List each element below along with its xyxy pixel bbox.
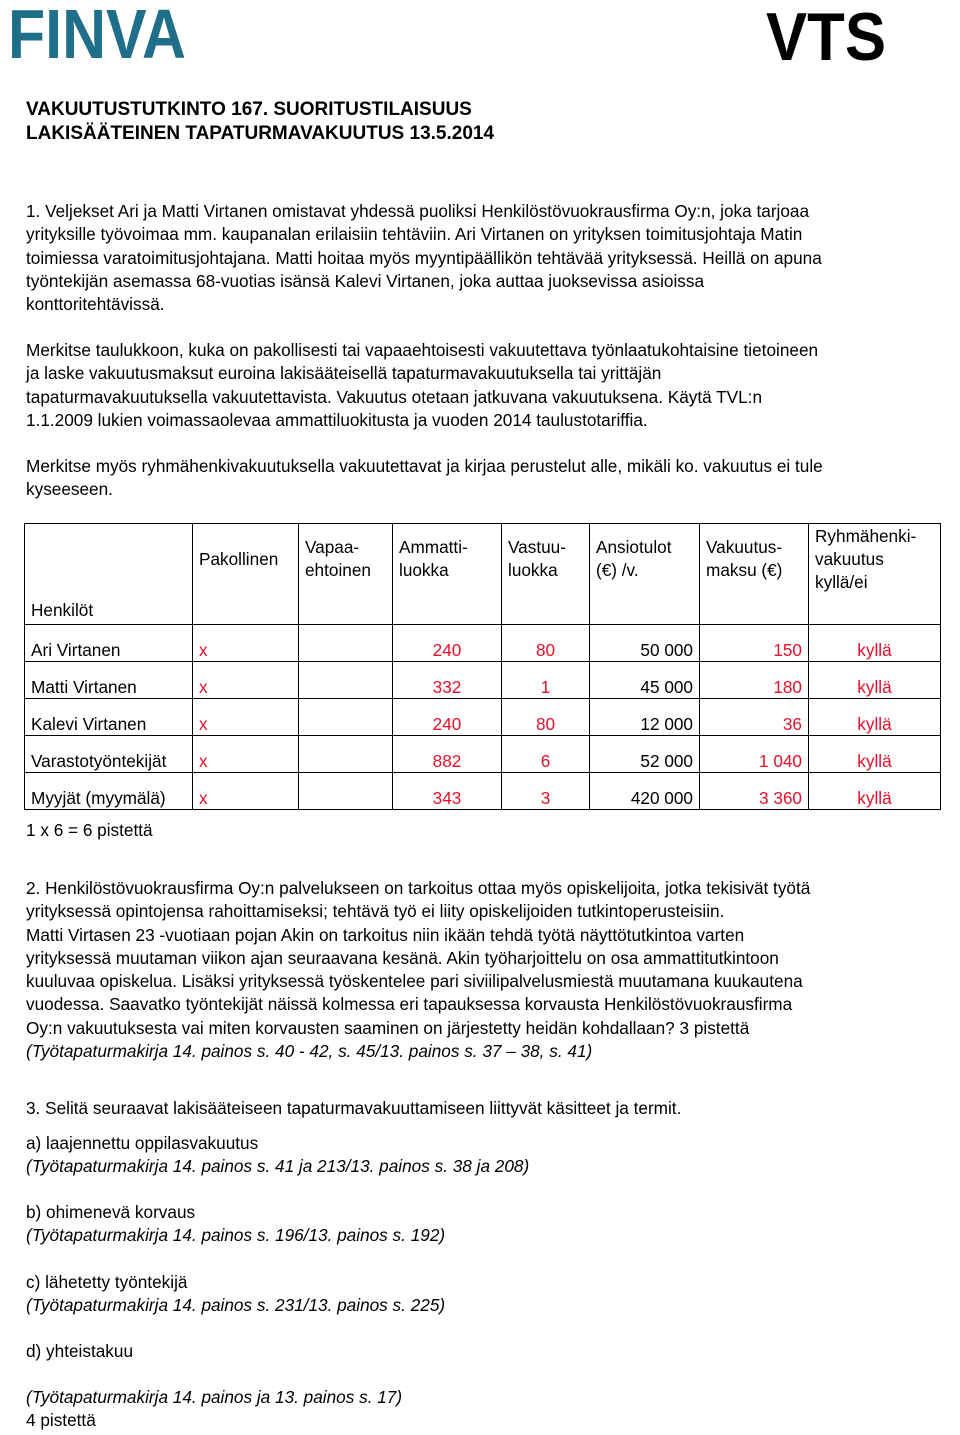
- cell-vastuuluokka: 1: [502, 662, 590, 699]
- q1-line: yrityksille työvoimaa mm. kaupanalan erilaisiin tehtäviin. Ari Virtanen on yrityksen toimitusjohtaja Matin: [26, 224, 803, 245]
- q1-instructions: [26, 339, 956, 432]
- vts-logo: [766, 0, 888, 75]
- vts-logo-text: VTS: [766, 0, 886, 75]
- cell-vapaaehtoinen: [299, 625, 393, 662]
- q3-term-b: b) ohimenevä korvaus: [26, 1202, 196, 1222]
- q1-instr-line: Merkitse taulukkoon, kuka on pakollisesti tai vapaaehtoisesti vakuutettava työnlaatukohtaisine tietoineen: [26, 340, 819, 360]
- cell-maksu: 150: [700, 625, 809, 662]
- finva-logo-text: FINVA: [8, 0, 186, 73]
- cell-vapaaehtoinen: [299, 773, 393, 810]
- cell-vapaaehtoinen: [299, 699, 393, 736]
- cell-pakollinen: x: [193, 773, 299, 810]
- col-henkilot: Henkilöt: [25, 524, 193, 625]
- q2-line: yrityksessä muutaman viikon ajan seuraavana kesänä. Akin työharjoittelu on osa ammattitutkintoon: [26, 947, 779, 968]
- cell-name: Ari Virtanen: [25, 625, 193, 662]
- col-pakollinen: Pakollinen: [193, 524, 299, 625]
- cell-pakollinen: x: [193, 625, 299, 662]
- q3-item-d: d) yhteistakuu: [26, 1341, 134, 1361]
- cell-ryhma: kyllä: [809, 662, 941, 699]
- cell-vastuuluokka: 6: [502, 736, 590, 773]
- cell-ammattiluokka: 240: [393, 699, 502, 736]
- q3-ref-d: (Työtapaturmakirja 14. painos ja 13. painos s. 17): [26, 1387, 403, 1407]
- cell-ryhma: kyllä: [809, 625, 941, 662]
- cell-ansiotulot: 50 000: [590, 625, 700, 662]
- table-row: [25, 625, 941, 662]
- cell-vastuuluokka: 3: [502, 773, 590, 810]
- cell-pakollinen: x: [193, 699, 299, 736]
- table-row: [25, 662, 941, 699]
- finva-logo: [8, 0, 188, 73]
- q3-ref-c: (Työtapaturmakirja 14. painos s. 231/13. painos s. 225): [26, 1295, 446, 1316]
- q1-line: 1. Veljekset Ari ja Matti Virtanen omistavat yhdessä puoliksi Henkilöstövuokrausfirma Oy:n, joka tarjoaa: [26, 201, 810, 221]
- col-vastuuluokka: Vastuu- luokka: [502, 524, 590, 625]
- q1-group-life-note: [26, 455, 956, 502]
- q1-note-line: Merkitse myös ryhmähenkivakuutuksella vakuutettavat ja kirjaa perustelut alle, mikäli ko. vakuutus ei tule: [26, 456, 823, 476]
- cell-pakollinen: x: [193, 662, 299, 699]
- cell-maksu: 180: [700, 662, 809, 699]
- q3-term-a: a) laajennettu oppilasvakuutus: [26, 1133, 259, 1153]
- col-ansiotulot: Ansiotulot (€) /v.: [590, 524, 700, 625]
- cell-ansiotulot: 420 000: [590, 773, 700, 810]
- col-ammattiluokka: Ammatti- luokka: [393, 524, 502, 625]
- q1-note-line: kyseeseen.: [26, 479, 113, 500]
- cell-ryhma: kyllä: [809, 773, 941, 810]
- q2-reference: (Työtapaturmakirja 14. painos s. 40 - 42, s. 45/13. painos s. 37 – 38, s. 41): [26, 1041, 593, 1062]
- q3-points: 4 pistettä: [26, 1410, 96, 1431]
- insurance-table: [24, 523, 941, 810]
- cell-ammattiluokka: 332: [393, 662, 502, 699]
- cell-name: Matti Virtanen: [25, 662, 193, 699]
- table-row: [25, 773, 941, 810]
- q3-item-a: [26, 1132, 956, 1179]
- cell-ryhma: kyllä: [809, 699, 941, 736]
- question-3-intro: 3. Selitä seuraavat lakisääteiseen tapaturmavakuuttamiseen liittyvät käsitteet ja termit.: [26, 1098, 682, 1118]
- col-vakuutusmaksu: Vakuutus- maksu (€): [700, 524, 809, 625]
- question-1: [26, 200, 956, 316]
- q3-ref-b: (Työtapaturmakirja 14. painos s. 196/13. painos s. 192): [26, 1225, 446, 1246]
- table-header-row: [25, 524, 941, 625]
- cell-name: Myyjät (myymälä): [25, 773, 193, 810]
- q2-line: yrityksessä opintojensa rahoittamiseksi; tehtävä työ ei liity opiskelijoiden tutkintoperusteisiin.: [26, 901, 725, 922]
- cell-pakollinen: x: [193, 736, 299, 773]
- q2-line: vuodessa. Saavatko työntekijät näissä kolmessa eri tapauksessa korvausta Henkilöstövuokrausfirma: [26, 994, 793, 1015]
- q2-line: 2. Henkilöstövuokrausfirma Oy:n palvelukseen on tarkoitus ottaa myös opiskelijoita, jotka tekisivät työtä: [26, 878, 811, 898]
- cell-maksu: 36: [700, 699, 809, 736]
- cell-vastuuluokka: 80: [502, 699, 590, 736]
- cell-vapaaehtoinen: [299, 662, 393, 699]
- q1-instr-line: tapaturmavakuutuksella vakuutettavista. Vakuutus otetaan jatkuvana vakuutuksena. Käytä TVL:n: [26, 386, 763, 407]
- q2-line: Oy:n vakuutuksesta vai miten korvausten saaminen on järjestetty heidän kohdallaan? 3 pistettä: [26, 1017, 750, 1038]
- q3-item-c: [26, 1271, 956, 1318]
- cell-vastuuluokka: 80: [502, 625, 590, 662]
- q3-item-b: [26, 1201, 956, 1248]
- cell-maksu: 3 360: [700, 773, 809, 810]
- q1-points: 1 x 6 = 6 pistettä: [26, 820, 153, 840]
- q3-item-d-ref: [26, 1386, 956, 1433]
- cell-ammattiluokka: 882: [393, 736, 502, 773]
- cell-ammattiluokka: 343: [393, 773, 502, 810]
- q2-line: kuuluvaa opiskelua. Lisäksi yrityksessä työskentelee pari siviilipalvelusmiestä muutamana kuukautena: [26, 971, 803, 992]
- table-row: [25, 736, 941, 773]
- cell-ryhma: kyllä: [809, 736, 941, 773]
- title-line-2: LAKISÄÄTEINEN TAPATURMAVAKUUTUS 13.5.2014: [26, 123, 495, 144]
- question-2: [26, 877, 956, 1063]
- cell-ansiotulot: 45 000: [590, 662, 700, 699]
- q1-line: toimiessa varatoimitusjohtajana. Matti hoitaa myös myyntipäällikön tehtävää yrityksessä. Heillä on apuna: [26, 247, 822, 268]
- cell-maksu: 1 040: [700, 736, 809, 773]
- q1-line: konttoritehtävissä.: [26, 294, 165, 315]
- cell-ammattiluokka: 240: [393, 625, 502, 662]
- q2-line: Matti Virtasen 23 -vuotiaan pojan Akin on tarkoitus niin ikään tehdä työtä näyttötutkintoa varten: [26, 924, 745, 945]
- q3-term-c: c) lähetetty työntekijä: [26, 1272, 188, 1292]
- col-ryhmahenkivakuutus: Ryhmähenki- vakuutus kyllä/ei: [809, 524, 941, 625]
- col-vapaaehtoinen: Vapaa- ehtoinen: [299, 524, 393, 625]
- cell-ansiotulot: 12 000: [590, 699, 700, 736]
- cell-vapaaehtoinen: [299, 736, 393, 773]
- cell-name: Varastotyöntekijät: [25, 736, 193, 773]
- title-line-1: VAKUUTUSTUTKINTO 167. SUORITUSTILAISUUS: [26, 99, 472, 120]
- table-row: [25, 699, 941, 736]
- q1-instr-line: ja laske vakuutusmaksut euroina lakisääteisellä tapaturmavakuutuksella tai yrittäjän: [26, 363, 662, 384]
- q3-ref-a: (Työtapaturmakirja 14. painos s. 41 ja 213/13. painos s. 38 ja 208): [26, 1156, 530, 1177]
- q1-instr-line: 1.1.2009 lukien voimassaolevaa ammattiluokitusta ja vuoden 2014 taulustotariffia.: [26, 409, 648, 430]
- cell-ansiotulot: 52 000: [590, 736, 700, 773]
- page-title: [26, 98, 494, 146]
- q1-line: työntekijän asemassa 68-vuotias isänsä Kalevi Virtanen, joka auttaa juoksevissa asioissa: [26, 270, 705, 291]
- cell-name: Kalevi Virtanen: [25, 699, 193, 736]
